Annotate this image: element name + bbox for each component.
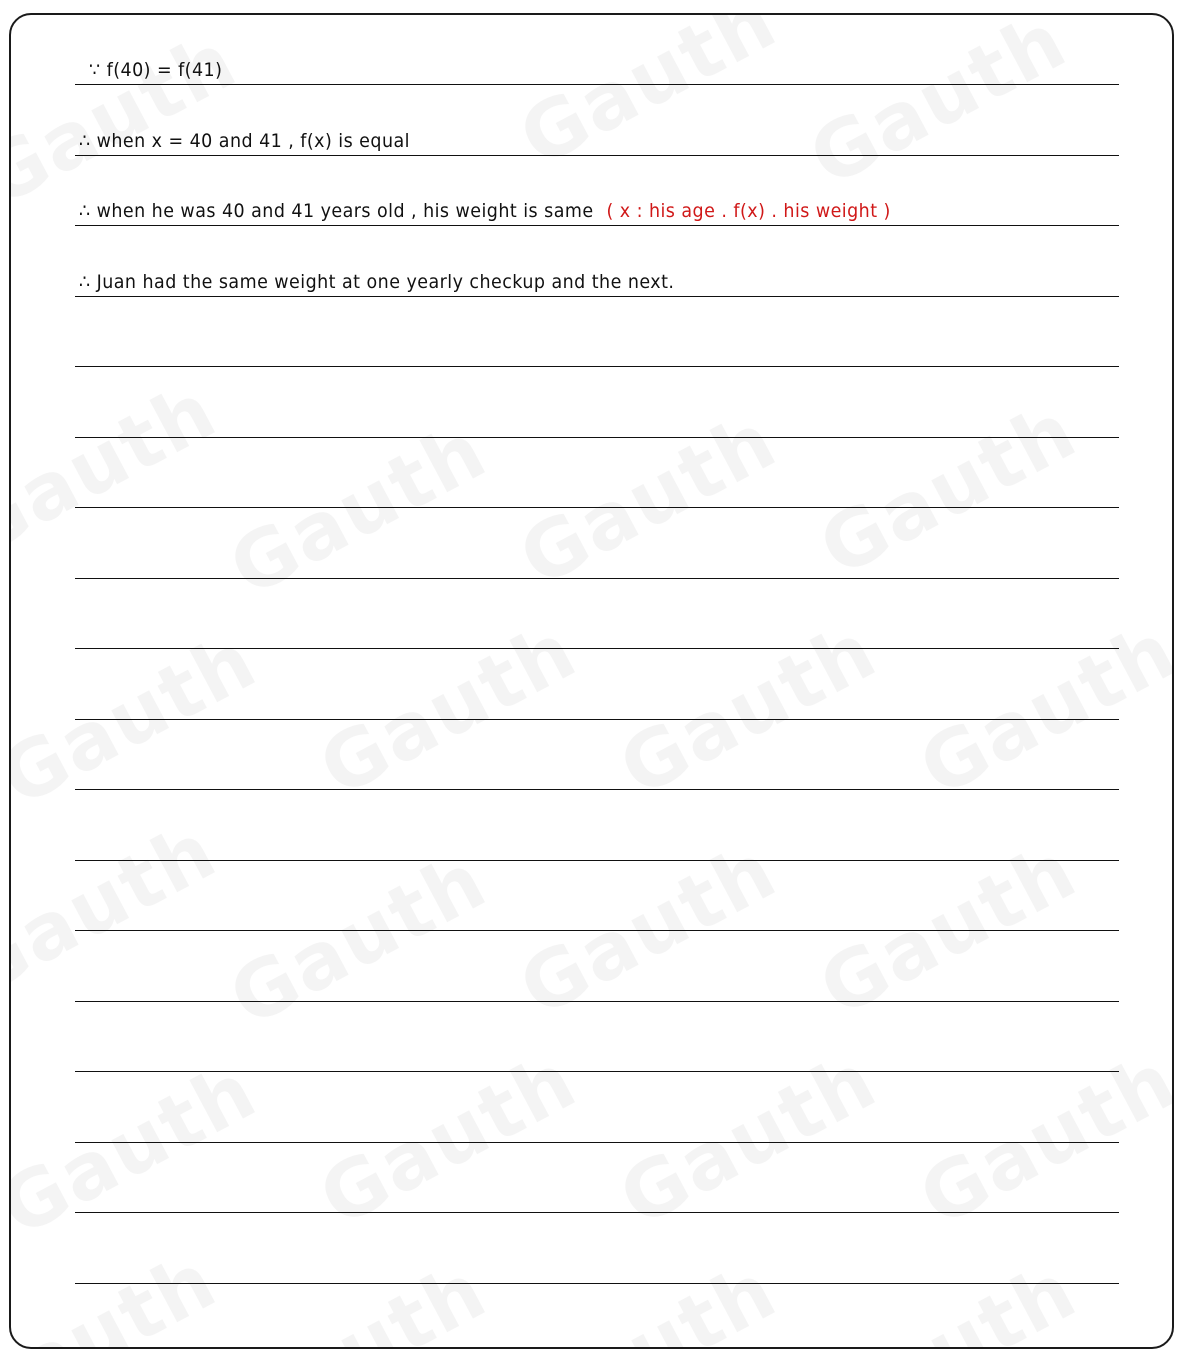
watermark [906, 1036, 1174, 1245]
ruled-line [75, 1142, 1119, 1143]
ruled-line [75, 1001, 1119, 1002]
ruled-line [75, 225, 1119, 226]
watermark [9, 366, 231, 575]
ruled-line [75, 789, 1119, 790]
ruled-line [75, 1212, 1119, 1213]
watermark [606, 1036, 891, 1245]
lined-paper-sheet [9, 13, 1174, 1349]
watermark [506, 1246, 791, 1349]
handwritten-line-4 [79, 271, 674, 293]
ruled-line [75, 578, 1119, 579]
line-3-text: ∴ when he was 40 and 41 years old , his weight is same [79, 200, 594, 222]
watermark [306, 1036, 591, 1245]
ruled-line [75, 84, 1119, 85]
handwritten-line-3 [79, 200, 891, 222]
line-4-text: ∴ Juan had the same weight at one yearly checkup and the next. [79, 271, 675, 293]
watermark [9, 1236, 231, 1349]
watermark [9, 1046, 271, 1255]
watermark [606, 606, 891, 815]
handwritten-line-2 [79, 130, 410, 152]
watermark [506, 396, 791, 605]
watermark [9, 806, 231, 1015]
ruled-line [75, 507, 1119, 508]
ruled-line [75, 930, 1119, 931]
line-3-red-note: ( x : his age . f(x) . his weight ) [606, 200, 891, 222]
ruled-line [75, 1283, 1119, 1284]
watermark [906, 606, 1174, 815]
watermark [9, 16, 251, 225]
watermark [796, 13, 1081, 204]
line-2-text: ∴ when x = 40 and 41 , f(x) is equal [79, 130, 410, 152]
ruled-line [75, 155, 1119, 156]
ruled-line [75, 366, 1119, 367]
watermark [306, 606, 591, 815]
ruled-line [75, 719, 1119, 720]
watermark [216, 1246, 501, 1349]
ruled-line [75, 860, 1119, 861]
ruled-line [75, 1071, 1119, 1072]
watermark [806, 1246, 1091, 1349]
ruled-line [75, 296, 1119, 297]
ruled-line [75, 437, 1119, 438]
watermark [216, 836, 501, 1045]
ruled-line [75, 648, 1119, 649]
watermark [806, 386, 1091, 595]
watermark [506, 13, 791, 184]
handwritten-line-1 [89, 59, 222, 81]
line-1-text: ∵ f(40) = f(41) [89, 59, 223, 81]
watermark [9, 616, 271, 825]
